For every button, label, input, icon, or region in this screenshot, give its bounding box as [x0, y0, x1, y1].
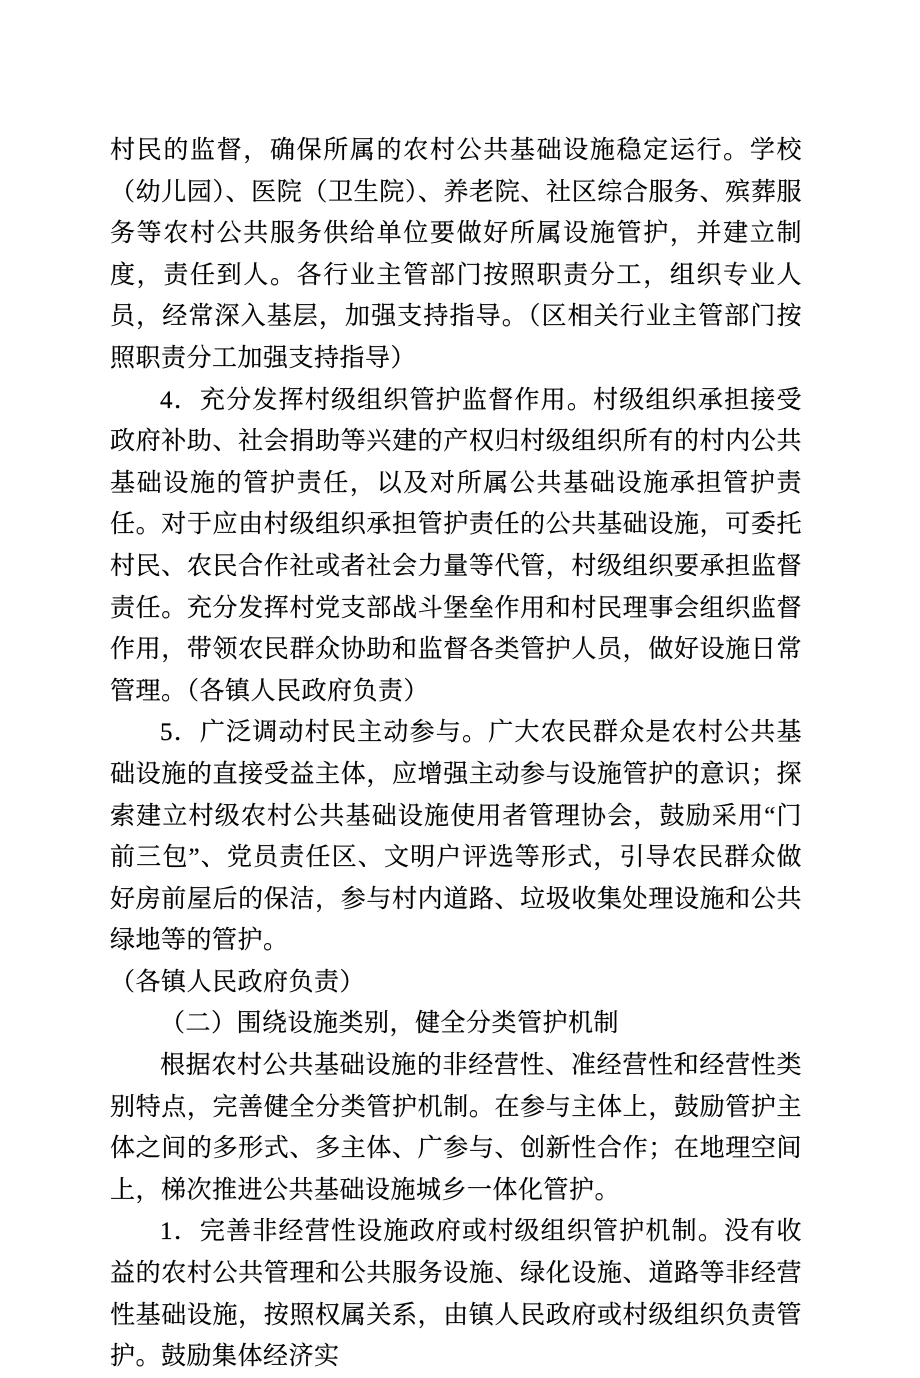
paragraph-item-4: 4．充分发挥村级组织管护监督作用。村级组织承担接受政府补助、社会捐助等兴建的产权归村级组织所有的村内公共基础设施的管护责任，以及对所属公共基础设施承担管护责任。对于应由村级组织承担管护责任的公共基础设施，可委托村民、农民合作社或者社会力量等代管，村级组织要承担监督责任。充分发挥村党支部战斗堡垒作用和村民理事会组织监督作用，带领农民群众协助和监督各类管护人员，做好设施日常管理。（各镇人民政府负责）: [110, 386, 802, 705]
document-body: [110, 130, 802, 1378]
paragraph-item-5: 5．广泛调动村民主动参与。广大农民群众是农村公共基础设施的直接受益主体，应增强主动参与设施管护的意识；探索建立村级农村公共基础设施使用者管理协会，鼓励采用“门前三包”、党员责任区、文明户评选等形式，引导农民群众做好房前屋后的保洁，参与村内道路、垃圾收集处理设施和公共绿地等的管护。: [110, 719, 802, 955]
paragraph-item-1-truncated: 1．完善非经营性设施政府或村级组织管护机制。没有收益的农村公共管理和公共服务设施、绿化设施、道路等非经营性基础设施，按照权属关系，由镇人民政府或村级组织负责管护。鼓励集体经济实: [110, 1218, 802, 1371]
paragraph-responsibility-note: （各镇人民政府负责）: [110, 968, 366, 996]
section-heading-2: （二）围绕设施类别，健全分类管护机制: [160, 1010, 620, 1038]
paragraph-continuation: 村民的监督，确保所属的农村公共基础设施稳定运行。学校（幼儿园）、医院（卫生院）、养老院、社区综合服务、殡葬服务等农村公共服务供给单位要做好所属设施管护，并建立制度，责任到人。各行业主管部门按照职责分工，组织专业人员，经常深入基层，加强支持指导。（区相关行业主管部门按照职责分工加强支持指导）: [110, 137, 802, 372]
paragraph-section-2-intro: 根据农村公共基础设施的非经营性、准经营性和经营性类别特点，完善健全分类管护机制。在参与主体上，鼓励管护主体之间的多形式、多主体、广参与、创新性合作；在地理空间上，梯次推进公共基础设施城乡一体化管护。: [110, 1052, 802, 1204]
